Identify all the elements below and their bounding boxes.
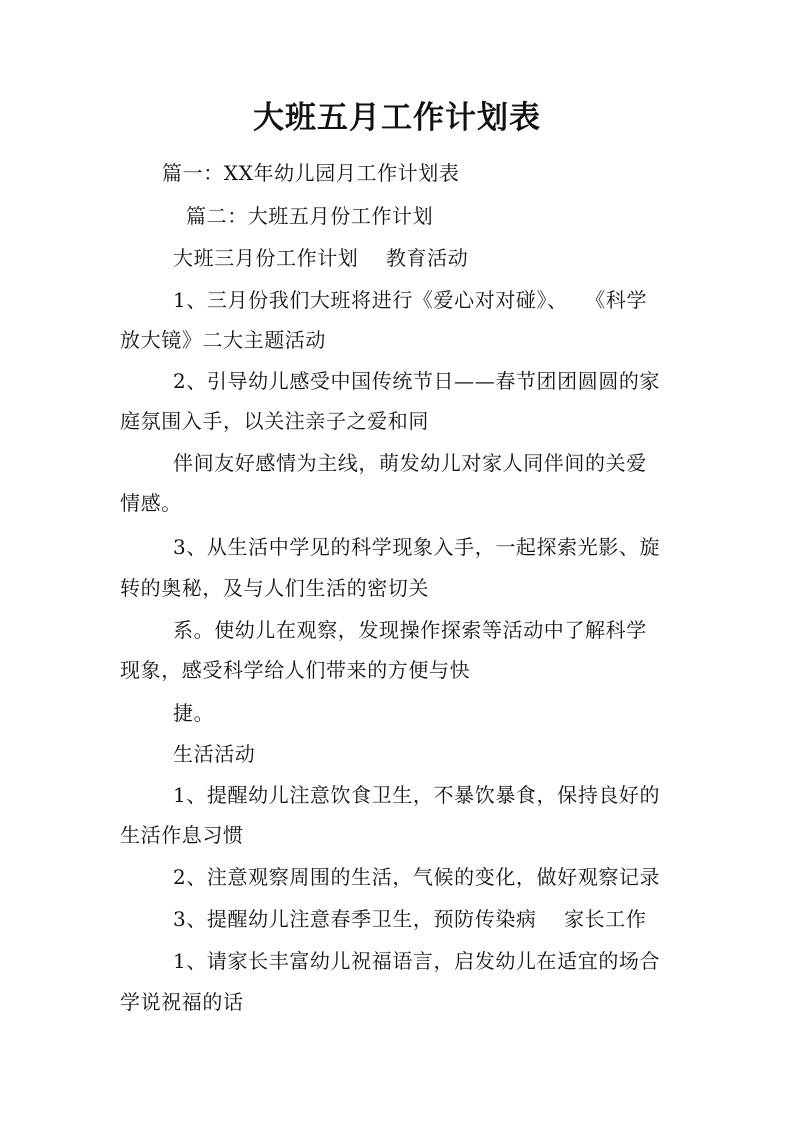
text-line: 篇一：XX年幼儿园月工作计划表 — [162, 161, 460, 185]
text-line: 系。使幼儿在观察，发现操作探索等活动中了解科学 — [173, 618, 647, 642]
text-line: 情感。 — [120, 491, 182, 515]
text-line: 3、从生活中学见的科学现象入手，一起探索光影、旋 — [173, 535, 661, 559]
text-line: 生活作息习惯 — [120, 823, 244, 847]
text-line: 生活活动 — [173, 742, 256, 766]
text-line: 3、提醒幼儿注意春季卫生，预防传染病 家长工作 — [173, 907, 647, 931]
text-line: 1、提醒幼儿注意饮食卫生，不暴饮暴食，保持良好的 — [173, 783, 661, 807]
text-line: 1、请家长丰富幼儿祝福语言，启发幼儿在适宜的场合 — [173, 949, 661, 973]
text-line: 2、引导幼儿感受中国传统节日——春节团团圆圆的家 — [173, 369, 661, 393]
text-line: 学说祝福的话 — [120, 990, 244, 1014]
document-title: 大班五月工作计划表 — [253, 100, 541, 136]
text-line: 转的奥秘，及与人们生活的密切关 — [120, 576, 429, 600]
text-line: 放大镜》二大主题活动 — [120, 328, 326, 352]
text-line: 捷。 — [173, 701, 215, 725]
text-line: 1、三月份我们大班将进行《爱心对对碰》、 《科学 — [173, 288, 648, 312]
text-line: 现象，感受科学给人们带来的方便与快 — [120, 658, 471, 682]
text-line: 伴间友好感情为主线，萌发幼儿对家人同伴间的关爱 — [173, 451, 647, 475]
text-line: 庭氛围入手，以关注亲子之爱和同 — [120, 409, 429, 433]
text-line: 篇二：大班五月份工作计划 — [186, 204, 434, 228]
text-line: 大班三月份工作计划 教育活动 — [173, 246, 469, 270]
text-line: 2、注意观察周围的生活，气候的变化，做好观察记录 — [173, 865, 661, 889]
